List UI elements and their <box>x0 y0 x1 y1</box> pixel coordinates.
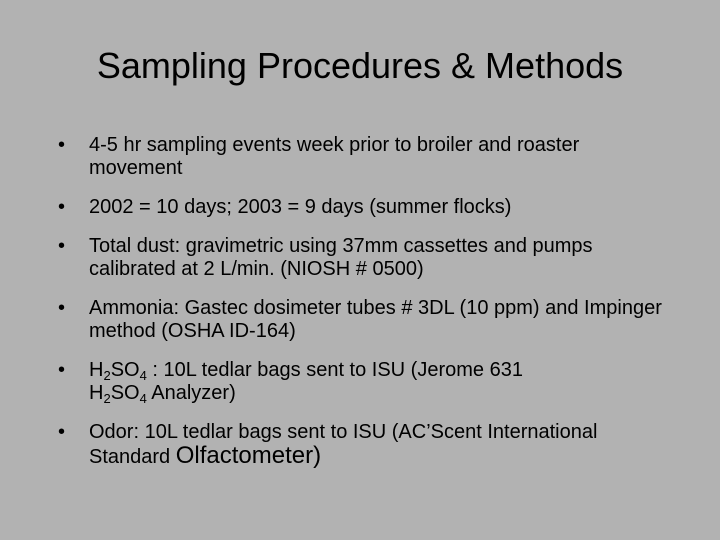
bullet-dot: • <box>58 421 66 443</box>
chemical-formula: $H_2SO_4$ <box>89 382 147 406</box>
bullet-dot: • <box>58 235 66 257</box>
bullet-text-large: Olfactometer) <box>175 442 322 469</box>
chemical-formula: $H_2SO_4$ <box>89 359 147 383</box>
bullet-item <box>58 421 678 469</box>
bullet-item <box>58 235 678 281</box>
bullet-text: Odor: 10L tedlar bags sent to ISU (AC’Scent International Standard <box>89 421 598 468</box>
bullet-text: Ammonia: Gastec dosimeter tubes # 3DL (10 ppm) and Impinger method (OSHA ID-164) <box>89 297 662 342</box>
bullet-dot: • <box>58 134 66 156</box>
bullet-item <box>58 359 678 405</box>
bullet-dot: • <box>58 297 66 319</box>
bullet-text: Total dust: gravimetric using 37mm cassettes and pumps calibrated at 2 L/min. (NIOSH # 0500) <box>89 235 593 280</box>
bullet-dot: • <box>58 196 66 218</box>
bullet-item <box>58 297 678 343</box>
bullet-text: Analyzer) <box>146 382 236 404</box>
bullet-dot: • <box>58 359 66 381</box>
bullet-text: 4-5 hr sampling events week prior to broiler and roaster movement <box>89 134 580 179</box>
bullet-text: : 10L tedlar bags sent to ISU (Jerome 631 <box>146 359 523 381</box>
bullet-text: 2002 = 10 days; 2003 = 9 days (summer flocks) <box>89 196 512 218</box>
bullet-item <box>58 134 678 180</box>
bullet-item <box>58 196 678 219</box>
bullet-list <box>58 134 678 485</box>
slide-title: Sampling Procedures & Methods <box>96 45 624 86</box>
